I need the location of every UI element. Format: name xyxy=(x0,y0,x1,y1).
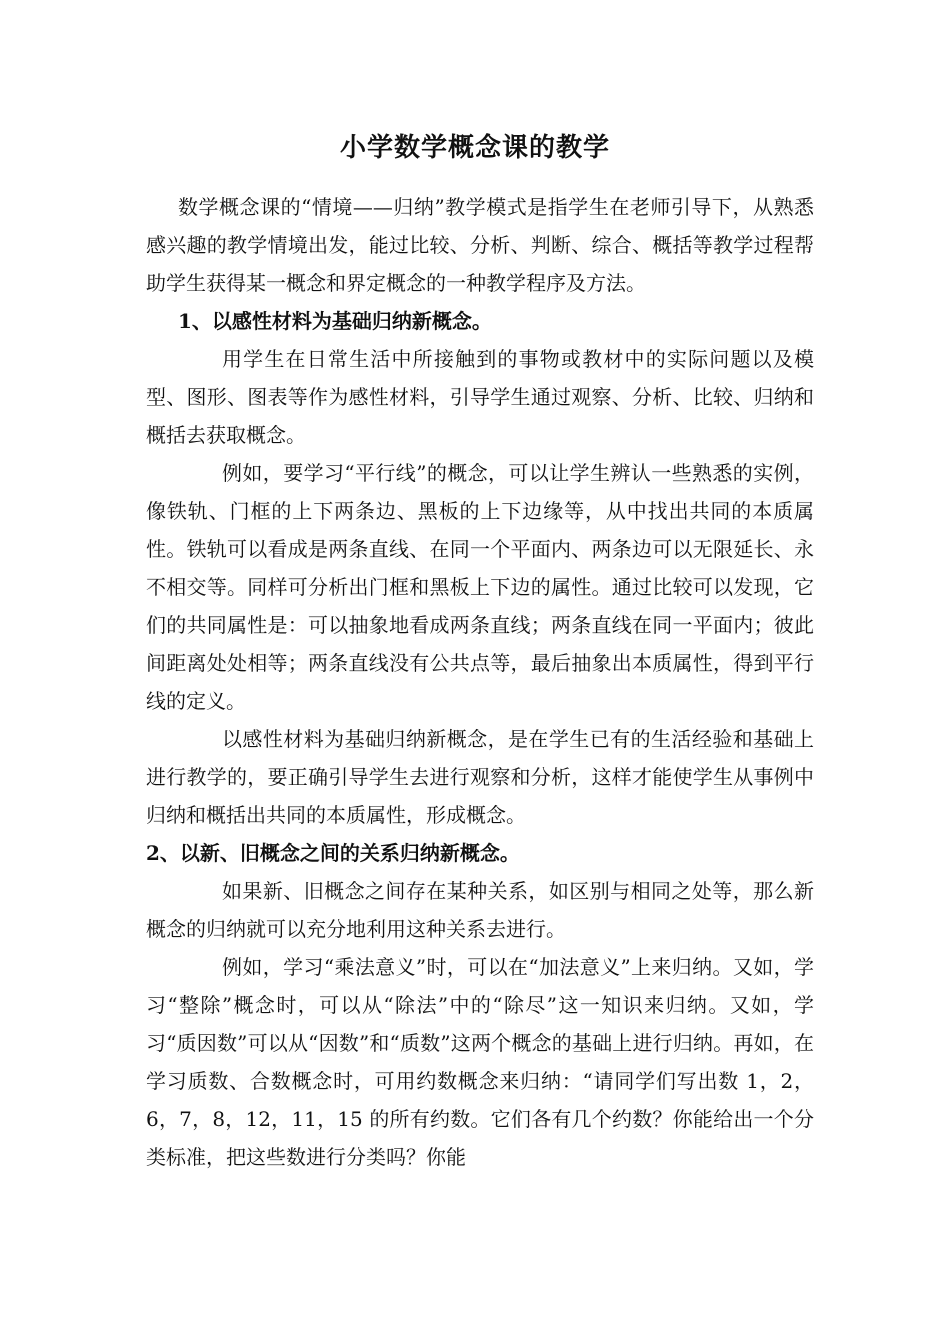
section-2-paragraph-1: 如果新、旧概念之间存在某种关系，如区别与相同之处等，那么新概念的归纳就可以充分地利用这种关系去进行。 xyxy=(146,879,814,941)
section-1-paragraph-2: 例如，要学习“平行线”的概念，可以让学生辨认一些熟悉的实例，像铁轨、门框的上下两条边、黑板的上下边缘等，从中找出共同的本质属性。铁轨可以看成是两条直线、在同一个平面内、两条边可以无限延长、永不相交等。同样可分析出门框和黑板上下边的属性。通过比较可以发现，它们的共同属性是：可以抽象地看成两条直线；两条直线在同一平面内；彼此间距离处处相等；两条直线没有公共点等，最后抽象出本质属性，得到平行线的定义。 xyxy=(146,461,814,713)
section-1-paragraph-3: 以感性材料为基础归纳新概念，是在学生已有的生活经验和基础上进行教学的，要正确引导学生去进行观察和分析，这样才能使学生从事例中归纳和概括出共同的本质属性，形成概念。 xyxy=(146,727,814,827)
section-1-paragraph-1: 用学生在日常生活中所接触到的事物或教材中的实际问题以及模型、图形、图表等作为感性材料，引导学生通过观察、分析、比较、归纳和概括去获取概念。 xyxy=(146,347,814,447)
document-title: 小学数学概念课的教学 xyxy=(339,133,610,163)
intro-paragraph: 数学概念课的“情境——归纳”教学模式是指学生在老师引导下，从熟悉感兴趣的教学情境出发，能过比较、分析、判断、综合、概括等教学过程帮助学生获得某一概念和界定概念的一种教学程序及方法。 xyxy=(146,195,814,295)
section-1-heading: 1、以感性材料为基础归纳新概念。 xyxy=(178,309,492,333)
document-body xyxy=(146,188,814,1176)
section-2-paragraph-2: 例如，学习“乘法意义”时，可以在“加法意义”上来归纳。又如，学习“整除”概念时，可以从“除法”中的“除尽”这一知识来归纳。又如，学习“质因数”可以从“因数”和“质数”这两个概念的基础上进行归纳。再如，在学习质数、合数概念时，可用约数概念来归纳：“请同学们写出数 1，2，6，7，8，12，11，15 的所有约数。它们各有几个约数？你能给出一个分类标准，把这些数进行分类吗？你能 xyxy=(146,955,814,1169)
section-2-heading: 2、以新、旧概念之间的关系归纳新概念。 xyxy=(146,841,520,865)
